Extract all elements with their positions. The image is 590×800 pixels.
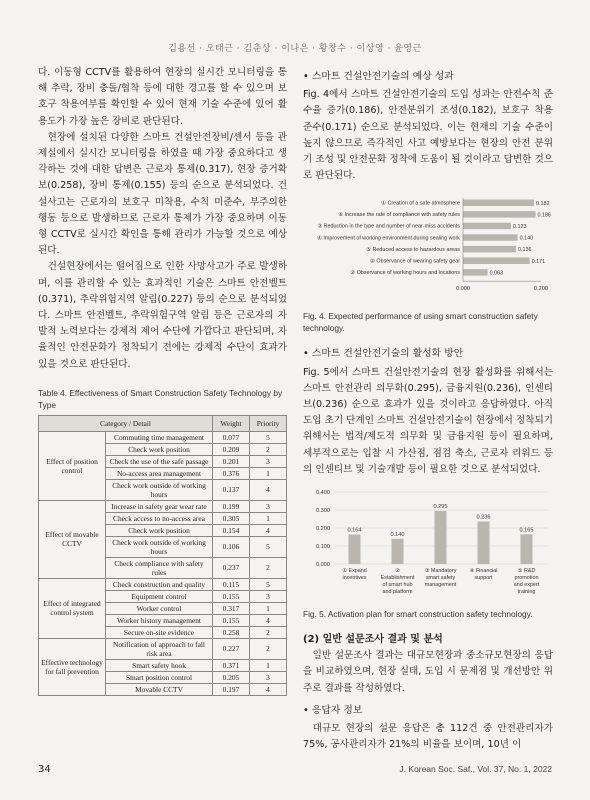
table4-priority-cell: 5 [250,536,287,557]
table4-priority-cell: 2 [250,557,287,578]
table4-detail-cell: No-access area management [106,467,213,479]
fig4-value-label: 0.063 [489,270,504,277]
table4-weight-cell: 0.305 [213,512,250,524]
table4-detail-cell: Smart safety hook [106,659,213,671]
table4-weight-cell: 0.199 [213,500,250,512]
table4-weight-cell: 0.205 [213,671,250,683]
section-heading: (2) 일반 설문조사 결과 및 분석 [303,634,443,646]
table4-detail-cell: Check work outside of working hours [106,479,213,500]
bullet-expected-performance: • 스마트 건설안전기술의 예상 성과 [303,71,454,82]
fig5-tick-label: 0.300 [316,508,330,515]
table4-detail-cell: Worker history management [106,614,213,626]
fig4-category-label: ⑥ Increase the rate of compliance with safety rules [338,212,460,219]
table-row [39,431,287,443]
table4-priority-cell: 3 [250,455,287,467]
table4-priority-cell: 5 [250,431,287,443]
fig5-category-label: smart safety [425,575,456,582]
table-row [39,578,287,590]
table4-detail-cell: Notification of approach to fall risk area [106,638,213,659]
bullet-respondent-info: • 응답자 정보 [303,704,363,716]
table4-weight-cell: 0.155 [213,614,250,626]
table4-detail-cell: Check the use of the safe passage [106,455,213,467]
fig5-category-label: support [474,575,493,582]
fig4-bar [463,200,534,207]
fig5-value-label: 0.165 [519,527,534,534]
table4-weight-cell: 0.137 [213,479,250,500]
fig5-bar [392,539,404,564]
table4 [38,415,287,696]
table4-priority-cell: 4 [250,479,287,500]
fig4-bar [463,223,511,230]
table4-weight-cell: 0.209 [213,443,250,455]
fig5-bar [435,511,447,564]
fig4-bar [463,246,516,253]
table4-detail-cell: Secure on-site evidence [106,626,213,638]
table4-type-cell: Effect of movable CCTV [39,500,106,578]
fig5-bar [521,534,533,564]
table4-priority-cell: 2 [250,626,287,638]
right-paragraph-4: 대규모 현장의 설문 응답은 총 112건 중 안전관리자가 75%, 공사관리자가 21%의 비율을 보이며, 10년 이 [303,723,553,751]
table4-detail-cell: Check work outside of working hours [106,536,213,557]
fig4-chart [303,192,553,310]
fig5-category-label: of smart hub [382,582,413,589]
table4-weight-cell: 0.371 [213,659,250,671]
table4-type-cell: Effect of position control [39,431,106,500]
left-paragraph-2: 현장에 설치된 다양한 스마트 건설안전장비/센서 등을 관제실에서 실시간 모니터링을 하였을 때 가장 중요하다고 생각하는 것에 대한 답변은 근로자 통제(0.317), 현장 증거확보(0.258), 장비 통제(0.155) 등의 순으로 분석되었다. 건설사고는 근로자의 보호구 미착용, 수칙 미준수, 부주의한 행동 등으로 발생하므로 근로자 통제가 가장 중요하며 이동형 CCTV로 실시간 확인을 통해 관리가 가능할 것으로 예상된다. [38,131,287,257]
table4-priority-cell: 1 [250,602,287,614]
fig4-value-label: 0.186 [537,212,552,219]
fig5-category-label: incentives [342,575,367,582]
table4-weight-cell: 0.237 [213,557,250,578]
fig4-value-label: 0.140 [519,236,534,243]
table4-detail-cell: Check work position [106,524,213,536]
fig5-bar [478,522,490,564]
table4-detail-cell: Equipment control [106,590,213,602]
fig5-bar [349,535,361,565]
table4-priority-cell: 5 [250,578,287,590]
fig5-category-label: ⑤ R&D [517,568,536,575]
fig4-tick-label: 0.000 [456,286,470,293]
table4-weight-cell: 0.106 [213,536,250,557]
fig5-caption: Fig. 5. Activation plan for smart construction safety technology. [303,609,533,620]
fig4-bar [463,270,488,277]
fig4-caption: Fig. 4. Expected performance of using smart construction safety technology. [303,311,538,334]
table4-detail-cell: Check work position [106,443,213,455]
table4-detail-cell: Check construction and quality [106,578,213,590]
table4-weight-cell: 0.197 [213,683,250,695]
table4-priority-cell: 1 [250,512,287,524]
table4-header-weight: Weight [213,415,250,431]
table4-priority-cell: 4 [250,683,287,695]
fig5-value-label: 0.295 [433,503,448,510]
right-paragraph-1: Fig. 4에서 스마트 건설안전기술의 도입 성과는 안전수칙 준수율 증가(0.186), 안전분위기 조성(0.182), 보호구 착용 준수(0.171) 순으로 분석되었다. 이는 현재의 기술 수준이 높지 않으므로 즉각적인 사고 예방보다는 현장의 안전 분위기 조성 및 안전문화 정착에 도움이 될 것이라고 답변한 것으로 판단된다. [303,89,553,182]
fig5-category-label: and platform [382,589,413,596]
fig4-bar [463,235,518,242]
fig5-category-label: Establishment [380,575,415,582]
fig4-category-label: ① Creation of a safe atmosphere [381,200,460,207]
table4-type-cell: Effect of integrated control system [39,578,106,638]
fig5-value-label: 0.140 [390,531,405,538]
table-row [39,638,287,659]
table4-header-priority: Priority [250,415,287,431]
fig5-category-label: ② [395,568,400,575]
table4-priority-cell: 3 [250,671,287,683]
table4-priority-cell: 4 [250,524,287,536]
left-paragraph-1: 다. 이동형 CCTV를 활용하여 현장의 실시간 모니터링을 통해 추락, 장비 충돌/협착 등에 대한 경고를 할 수 있으며 보호구 착용여부를 확인할 수 있어 현재 기술 수준에 있어 활용도가 가장 높은 장비로 판단된다. [38,67,287,127]
table4-detail-cell: Movable CCTV [106,683,213,695]
fig4-value-label: 0.182 [535,201,550,208]
right-paragraph-3: 일반 설문조사 결과는 대규모현장과 중소규모현장의 응답을 비교하였으며, 현장 실태, 도입 시 문제점 및 개선방안 위주로 결과를 작성하였다. [303,650,553,694]
table4-weight-cell: 0.227 [213,638,250,659]
table4-priority-cell: 2 [250,638,287,659]
fig5-chart [303,486,553,608]
table4-priority-cell: 1 [250,659,287,671]
fig4-category-label: ② Observance of wearing safety gear [370,258,460,265]
fig5-category-label: promotion [514,575,539,582]
table4-priority-cell: 2 [250,443,287,455]
right-paragraph-2: Fig. 5에서 스마트 건설안전기술의 현장 활성화를 위해서는 스마트 안전관리 의무화(0.295), 금융지원(0.236), 인센티브(0.236) 순으로 효과가 있을 것이라고 응답하였다. 아직 도입 초기 단계인 스마트 건설안전기술이 현장에서 정착되기 위해서는 법적/제도적 의무화 및 금융지원 등이 필요하며, 세부적으로는 입찰 시 가산점, 점검 축소, 근로자 리워드 등의 인센티브 및 기술개발 등이 필요한 것으로 분석되었다. [303,366,553,475]
table4-header-row [39,415,287,431]
fig5-value-label: 0.236 [476,514,491,521]
table4-detail-cell: Check compliance with safety rules [106,557,213,578]
fig4-bar [463,212,536,219]
fig4-category-label: ⑤ Reduced access to hazardous areas [366,247,460,254]
left-paragraph-3: 건설현장에서는 떨어짐으로 인한 사망사고가 주로 발생하며, 이를 관리할 수 있는 효과적인 기술은 스마트 안전벨트(0.371), 추락위험지역 알림(0.227) 등의 순으로 분석되었다. 스마트 안전벨트, 추락위험구역 알림 등은 근로자의 자발적 노력보다는 강제적 제어 수단에 가깝다고 판단되며, 자율적인 안전문화가 정착되기 전에는 강제적 수단이 효과가 있을 것으로 판단된다. [38,261,287,370]
table4-weight-cell: 0.376 [213,467,250,479]
table4-weight-cell: 0.154 [213,524,250,536]
fig4-value-label: 0.136 [518,247,532,254]
table4-type-cell: Effective technology for fall prevention [39,638,106,695]
table4-detail-cell: Increase in safety gear wear rate [106,500,213,512]
right-column [303,65,553,753]
table4-detail-cell: Check access to no-access area [106,512,213,524]
table4-weight-cell: 0.155 [213,590,250,602]
fig5-category-label: and expert [513,582,540,589]
fig5-category-label: ③ Mandatory [424,568,457,575]
fig4-value-label: 0.123 [512,224,527,231]
left-column [38,65,287,696]
table4-priority-cell: 1 [250,467,287,479]
fig5-value-label: 0.164 [347,527,362,534]
fig5-category-label: ① Expand [342,568,367,575]
table4-priority-cell: 3 [250,590,287,602]
table4-weight-cell: 0.258 [213,626,250,638]
table4-weight-cell: 0.077 [213,431,250,443]
fig5-category-label: training [517,589,536,596]
table4-detail-cell: Smart position control [106,671,213,683]
fig5-tick-label: 0.100 [316,544,330,551]
fig5-tick-label: 0.000 [316,562,330,569]
fig4-category-label: ② Observance of working hours and locations [350,270,460,277]
table4-weight-cell: 0.115 [213,578,250,590]
table4-detail-cell: Worker control [106,602,213,614]
table4-weight-cell: 0.201 [213,455,250,467]
fig4-category-label: ④ Improvement of working environment during sealing work [317,235,460,242]
fig4-tick-label: 0.200 [534,286,548,293]
fig5-category-label: management [424,582,457,589]
fig4-bar [463,258,530,265]
fig5-tick-label: 0.200 [316,526,330,533]
fig4-value-label: 0.171 [531,259,546,266]
journal-reference: J. Korean Soc. Saf., Vol. 37, No. 1, 2022 [399,764,552,774]
table4-weight-cell: 0.317 [213,602,250,614]
table4-priority-cell: 3 [250,500,287,512]
table4-header-category: Category / Detail [39,415,213,431]
running-header: 김용선 · 오태근 · 김춘상 · 이나은 · 황창수 · 이상영 · 윤영근 [168,44,422,54]
table-row [39,500,287,512]
bullet-activation-plan: • 스마트 건설안전기술의 활성화 방안 [303,348,464,360]
fig5-tick-label: 0.400 [316,490,330,497]
table4-priority-cell: 4 [250,614,287,626]
page-number: 34 [38,764,51,775]
table4-caption: Table 4. Effectiveness of Smart Construction Safety Technology by Type [38,387,283,410]
fig4-category-label: ③ Reduction in the type and number of near-miss accidents [317,224,460,231]
table4-detail-cell: Commuting time management [106,431,213,443]
fig5-category-label: ④ Financial [469,568,498,575]
